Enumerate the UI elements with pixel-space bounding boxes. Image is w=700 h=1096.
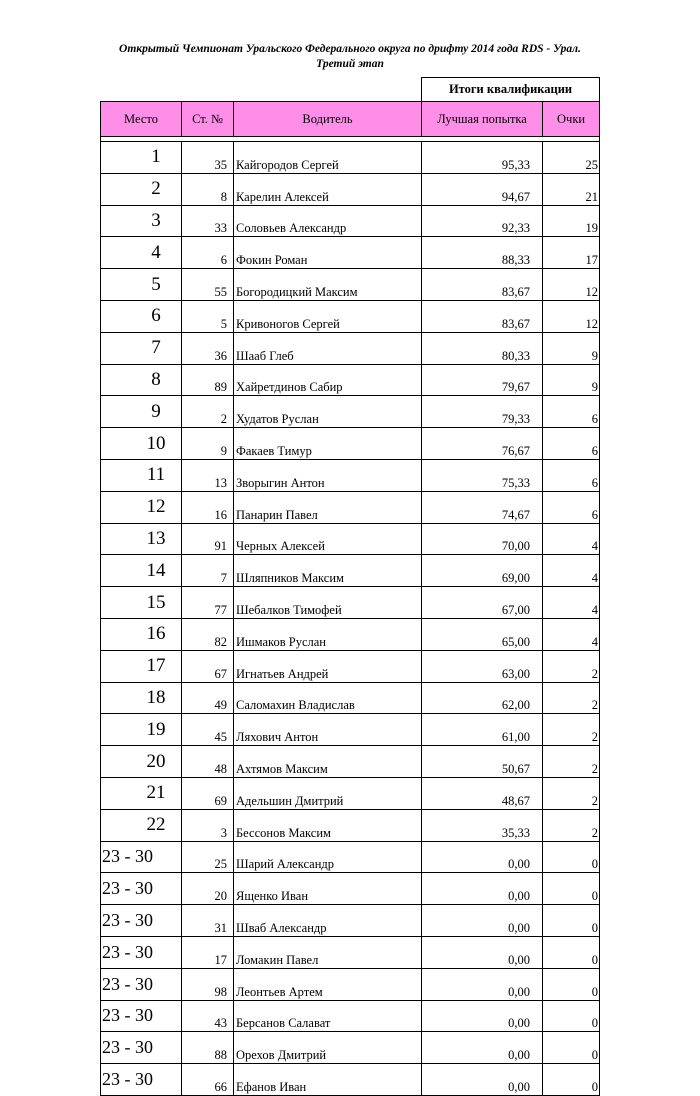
driver-name-cell: Карелин Алексей (234, 173, 422, 205)
best-attempt-cell: 83,67 (422, 269, 543, 301)
best-attempt-cell: 61,00 (422, 714, 543, 746)
table-row (101, 587, 600, 619)
points-cell: 0 (543, 1032, 600, 1064)
best-attempt-cell: 75,33 (422, 459, 543, 491)
driver-name-cell: Кайгородов Сергей (234, 142, 422, 174)
points-cell: 0 (543, 936, 600, 968)
place-cell: 16 (101, 618, 182, 650)
header-best-attempt: Лучшая попытка (422, 102, 543, 137)
start-number-cell: 48 (182, 746, 234, 778)
header-points: Очки (543, 102, 600, 137)
driver-name-cell: Шааб Глеб (234, 332, 422, 364)
place-cell: 23 - 30 (101, 1000, 182, 1032)
points-cell: 12 (543, 269, 600, 301)
table-row (101, 746, 600, 778)
table-row (101, 1032, 600, 1064)
place-cell: 11 (101, 459, 182, 491)
points-cell: 4 (543, 523, 600, 555)
table-row (101, 300, 600, 332)
table-row (101, 332, 600, 364)
driver-name-cell: Худатов Руслан (234, 396, 422, 428)
driver-name-cell: Бессонов Максим (234, 809, 422, 841)
start-number-cell: 98 (182, 968, 234, 1000)
table-row (101, 237, 600, 269)
best-attempt-cell: 0,00 (422, 841, 543, 873)
best-attempt-cell: 0,00 (422, 1000, 543, 1032)
best-attempt-cell: 0,00 (422, 936, 543, 968)
qualification-results-table (100, 77, 600, 1096)
points-cell: 9 (543, 332, 600, 364)
points-cell: 0 (543, 1064, 600, 1096)
start-number-cell: 6 (182, 237, 234, 269)
points-cell: 0 (543, 968, 600, 1000)
best-attempt-cell: 35,33 (422, 809, 543, 841)
driver-name-cell: Игнатьев Андрей (234, 650, 422, 682)
place-cell: 10 (101, 428, 182, 460)
document-title (100, 42, 600, 72)
driver-name-cell: Саломахин Владислав (234, 682, 422, 714)
start-number-cell: 55 (182, 269, 234, 301)
start-number-cell: 33 (182, 205, 234, 237)
points-cell: 6 (543, 491, 600, 523)
table-row (101, 428, 600, 460)
header-number: Ст. № (182, 102, 234, 137)
driver-name-cell: Ломакин Павел (234, 936, 422, 968)
best-attempt-cell: 0,00 (422, 905, 543, 937)
table-row (101, 142, 600, 174)
best-attempt-cell: 79,33 (422, 396, 543, 428)
table-row (101, 459, 600, 491)
driver-name-cell: Берсанов Салават (234, 1000, 422, 1032)
driver-name-cell: Леонтьев Артем (234, 968, 422, 1000)
best-attempt-cell: 69,00 (422, 555, 543, 587)
best-attempt-cell: 76,67 (422, 428, 543, 460)
start-number-cell: 2 (182, 396, 234, 428)
points-cell: 0 (543, 873, 600, 905)
points-cell: 2 (543, 746, 600, 778)
title-line-1: Открытый Чемпионат Уральского Федерального округа по дрифту 2014 года RDS - Урал. (119, 43, 581, 55)
header-driver: Водитель (234, 102, 422, 137)
best-attempt-cell: 95,33 (422, 142, 543, 174)
best-attempt-cell: 88,33 (422, 237, 543, 269)
driver-name-cell: Кривоногов Сергей (234, 300, 422, 332)
table-row (101, 777, 600, 809)
place-cell: 18 (101, 682, 182, 714)
start-number-cell: 9 (182, 428, 234, 460)
driver-name-cell: Шваб Александр (234, 905, 422, 937)
driver-name-cell: Зворыгин Антон (234, 459, 422, 491)
table-row (101, 905, 600, 937)
points-cell: 25 (543, 142, 600, 174)
best-attempt-cell: 0,00 (422, 968, 543, 1000)
start-number-cell: 69 (182, 777, 234, 809)
start-number-cell: 35 (182, 142, 234, 174)
start-number-cell: 49 (182, 682, 234, 714)
place-cell: 23 - 30 (101, 873, 182, 905)
start-number-cell: 77 (182, 587, 234, 619)
best-attempt-cell: 62,00 (422, 682, 543, 714)
table-row (101, 650, 600, 682)
driver-name-cell: Орехов Дмитрий (234, 1032, 422, 1064)
points-cell: 12 (543, 300, 600, 332)
table-row (101, 618, 600, 650)
place-cell: 14 (101, 555, 182, 587)
points-cell: 19 (543, 205, 600, 237)
start-number-cell: 43 (182, 1000, 234, 1032)
best-attempt-cell: 92,33 (422, 205, 543, 237)
points-cell: 2 (543, 714, 600, 746)
place-cell: 17 (101, 650, 182, 682)
driver-name-cell: Шляпников Максим (234, 555, 422, 587)
start-number-cell: 45 (182, 714, 234, 746)
table-row (101, 523, 600, 555)
best-attempt-cell: 70,00 (422, 523, 543, 555)
header-place: Место (101, 102, 182, 137)
driver-name-cell: Шебалков Тимофей (234, 587, 422, 619)
points-cell: 4 (543, 555, 600, 587)
start-number-cell: 25 (182, 841, 234, 873)
start-number-cell: 91 (182, 523, 234, 555)
start-number-cell: 20 (182, 873, 234, 905)
table-row (101, 173, 600, 205)
table-row (101, 809, 600, 841)
start-number-cell: 31 (182, 905, 234, 937)
table-row (101, 714, 600, 746)
points-cell: 6 (543, 428, 600, 460)
place-cell: 19 (101, 714, 182, 746)
points-cell: 9 (543, 364, 600, 396)
place-cell: 12 (101, 491, 182, 523)
points-cell: 0 (543, 841, 600, 873)
place-cell: 22 (101, 809, 182, 841)
table-row (101, 936, 600, 968)
best-attempt-cell: 80,33 (422, 332, 543, 364)
driver-name-cell: Хайретдинов Сабир (234, 364, 422, 396)
table-row (101, 873, 600, 905)
place-cell: 21 (101, 777, 182, 809)
points-cell: 4 (543, 618, 600, 650)
table-row (101, 968, 600, 1000)
start-number-cell: 5 (182, 300, 234, 332)
points-cell: 21 (543, 173, 600, 205)
start-number-cell: 89 (182, 364, 234, 396)
points-cell: 2 (543, 777, 600, 809)
place-cell: 2 (101, 173, 182, 205)
place-cell: 4 (101, 237, 182, 269)
driver-name-cell: Ященко Иван (234, 873, 422, 905)
start-number-cell: 36 (182, 332, 234, 364)
place-cell: 7 (101, 332, 182, 364)
title-line-2: Третий этап (316, 58, 384, 70)
points-cell: 17 (543, 237, 600, 269)
place-cell: 23 - 30 (101, 841, 182, 873)
best-attempt-cell: 48,67 (422, 777, 543, 809)
place-cell: 23 - 30 (101, 905, 182, 937)
start-number-cell: 17 (182, 936, 234, 968)
place-cell: 9 (101, 396, 182, 428)
place-cell: 15 (101, 587, 182, 619)
table-row (101, 205, 600, 237)
driver-name-cell: Ляхович Антон (234, 714, 422, 746)
driver-name-cell: Черных Алексей (234, 523, 422, 555)
table-row (101, 396, 600, 428)
points-cell: 6 (543, 396, 600, 428)
table-row (101, 1000, 600, 1032)
points-cell: 2 (543, 682, 600, 714)
place-cell: 13 (101, 523, 182, 555)
table-row (101, 841, 600, 873)
start-number-cell: 13 (182, 459, 234, 491)
table-caption: Итоги квалификации (422, 78, 600, 102)
driver-name-cell: Шарий Александр (234, 841, 422, 873)
driver-name-cell: Адельшин Дмитрий (234, 777, 422, 809)
place-cell: 23 - 30 (101, 936, 182, 968)
best-attempt-cell: 0,00 (422, 1064, 543, 1096)
points-cell: 0 (543, 1000, 600, 1032)
start-number-cell: 8 (182, 173, 234, 205)
table-row (101, 364, 600, 396)
driver-name-cell: Соловьев Александр (234, 205, 422, 237)
start-number-cell: 88 (182, 1032, 234, 1064)
caption-row (101, 78, 600, 102)
best-attempt-cell: 0,00 (422, 1032, 543, 1064)
place-cell: 6 (101, 300, 182, 332)
best-attempt-cell: 50,67 (422, 746, 543, 778)
start-number-cell: 7 (182, 555, 234, 587)
place-cell: 23 - 30 (101, 968, 182, 1000)
start-number-cell: 67 (182, 650, 234, 682)
place-cell: 23 - 30 (101, 1032, 182, 1064)
place-cell: 20 (101, 746, 182, 778)
table-row (101, 555, 600, 587)
best-attempt-cell: 0,00 (422, 873, 543, 905)
points-cell: 2 (543, 809, 600, 841)
driver-name-cell: Фокин Роман (234, 237, 422, 269)
driver-name-cell: Ахтямов Максим (234, 746, 422, 778)
table-row (101, 682, 600, 714)
driver-name-cell: Ефанов Иван (234, 1064, 422, 1096)
start-number-cell: 16 (182, 491, 234, 523)
start-number-cell: 82 (182, 618, 234, 650)
points-cell: 0 (543, 905, 600, 937)
start-number-cell: 3 (182, 809, 234, 841)
place-cell: 3 (101, 205, 182, 237)
best-attempt-cell: 83,67 (422, 300, 543, 332)
best-attempt-cell: 74,67 (422, 491, 543, 523)
start-number-cell: 66 (182, 1064, 234, 1096)
best-attempt-cell: 79,67 (422, 364, 543, 396)
best-attempt-cell: 67,00 (422, 587, 543, 619)
best-attempt-cell: 63,00 (422, 650, 543, 682)
driver-name-cell: Ишмаков Руслан (234, 618, 422, 650)
table-row (101, 1064, 600, 1096)
driver-name-cell: Панарин Павел (234, 491, 422, 523)
points-cell: 4 (543, 587, 600, 619)
table-row (101, 491, 600, 523)
place-cell: 8 (101, 364, 182, 396)
place-cell: 23 - 30 (101, 1064, 182, 1096)
header-row (101, 102, 600, 137)
driver-name-cell: Факаев Тимур (234, 428, 422, 460)
best-attempt-cell: 94,67 (422, 173, 543, 205)
place-cell: 5 (101, 269, 182, 301)
driver-name-cell: Богородицкий Максим (234, 269, 422, 301)
best-attempt-cell: 65,00 (422, 618, 543, 650)
table-row (101, 269, 600, 301)
place-cell: 1 (101, 142, 182, 174)
points-cell: 2 (543, 650, 600, 682)
points-cell: 6 (543, 459, 600, 491)
